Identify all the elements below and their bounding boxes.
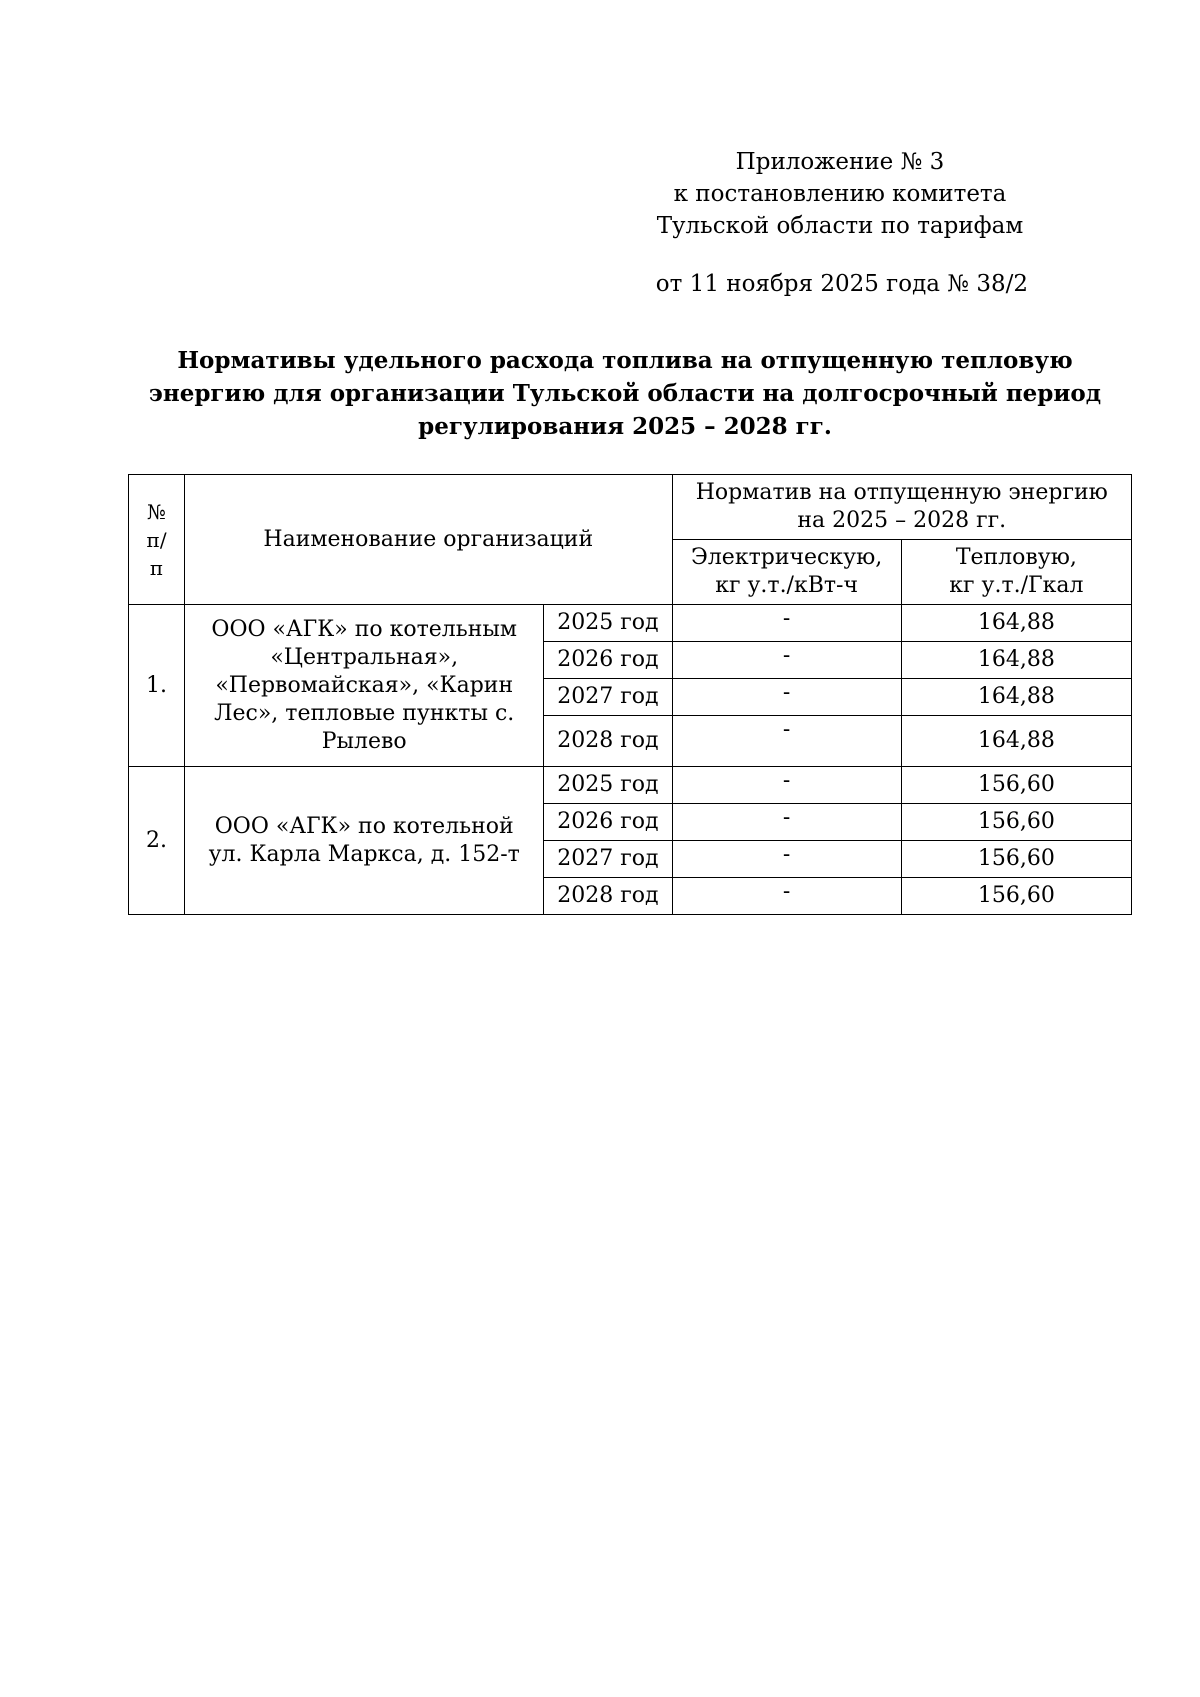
electric-value: - xyxy=(672,804,901,841)
header-electric-line-1: Электрическую, xyxy=(691,545,883,570)
org-name-line: «Первомайская», «Карин xyxy=(215,672,514,698)
header-row-1 xyxy=(129,475,1132,540)
electric-value: - xyxy=(672,642,901,679)
table-row xyxy=(129,605,1132,642)
header-heat-line-1: Тепловую, xyxy=(955,545,1077,570)
header-norm-line-2: на 2025 – 2028 гг. xyxy=(797,508,1007,533)
annex-date: от 11 ноября 2025 года № 38/2 xyxy=(655,271,1028,297)
electric-value: - xyxy=(672,605,901,642)
annex-block xyxy=(640,146,1040,300)
org-name-line: Рылево xyxy=(321,728,407,754)
org-number: 2. xyxy=(129,767,185,915)
title-line-1: Нормативы удельного расхода топлива на отпущенную тепловую xyxy=(177,347,1073,374)
year-cell: 2028 год xyxy=(544,716,672,767)
org-name-line: ООО «АГК» по котельным xyxy=(211,616,518,642)
heat-value: 164,88 xyxy=(901,679,1131,716)
document-title xyxy=(120,344,1130,443)
title-line-3: регулирования 2025 – 2028 гг. xyxy=(418,413,832,440)
header-norm-line-1: Норматив на отпущенную энергию xyxy=(695,480,1108,505)
header-heat-line-2: кг у.т./Гкал xyxy=(949,573,1084,598)
year-cell: 2025 год xyxy=(544,605,672,642)
org-name-line: ООО «АГК» по котельной xyxy=(214,813,514,839)
heat-value: 164,88 xyxy=(901,605,1131,642)
electric-value: - xyxy=(672,679,901,716)
org-name xyxy=(185,605,544,767)
annex-number: Приложение № 3 xyxy=(735,149,945,175)
org-name xyxy=(185,767,544,915)
org-name-line: «Центральная», xyxy=(270,644,459,670)
title-line-2: энергию для организации Тульской области на долгосрочный период xyxy=(148,380,1102,407)
year-cell: 2026 год xyxy=(544,804,672,841)
org-name-line: Лес», тепловые пункты с. xyxy=(214,700,515,726)
year-cell: 2027 год xyxy=(544,679,672,716)
header-num-line-2: п/ xyxy=(146,527,167,552)
year-cell: 2027 год xyxy=(544,841,672,878)
year-cell: 2026 год xyxy=(544,642,672,679)
heat-value: 164,88 xyxy=(901,716,1131,767)
header-heat xyxy=(901,540,1131,605)
electric-value: - xyxy=(672,878,901,915)
header-electric xyxy=(672,540,901,605)
table-row xyxy=(129,767,1132,804)
org-name-line: ул. Карла Маркса, д. 152-т xyxy=(208,841,520,867)
norms-table xyxy=(128,474,1132,915)
heat-value: 164,88 xyxy=(901,642,1131,679)
heat-value: 156,60 xyxy=(901,804,1131,841)
electric-value: - xyxy=(672,716,901,767)
header-num-line-1: № xyxy=(147,499,166,524)
electric-value: - xyxy=(672,841,901,878)
electric-value: - xyxy=(672,767,901,804)
year-cell: 2025 год xyxy=(544,767,672,804)
heat-value: 156,60 xyxy=(901,767,1131,804)
year-cell: 2028 год xyxy=(544,878,672,915)
header-num-line-3: п xyxy=(149,555,164,580)
header-name: Наименование организаций xyxy=(185,475,672,605)
header-norm xyxy=(672,475,1131,540)
heat-value: 156,60 xyxy=(901,878,1131,915)
org-number: 1. xyxy=(129,605,185,767)
header-num xyxy=(129,475,185,605)
annex-authority: Тульской области по тарифам xyxy=(656,213,1024,239)
heat-value: 156,60 xyxy=(901,841,1131,878)
header-electric-line-2: кг у.т./кВт-ч xyxy=(715,573,859,598)
annex-reference: к постановлению комитета xyxy=(673,181,1007,207)
